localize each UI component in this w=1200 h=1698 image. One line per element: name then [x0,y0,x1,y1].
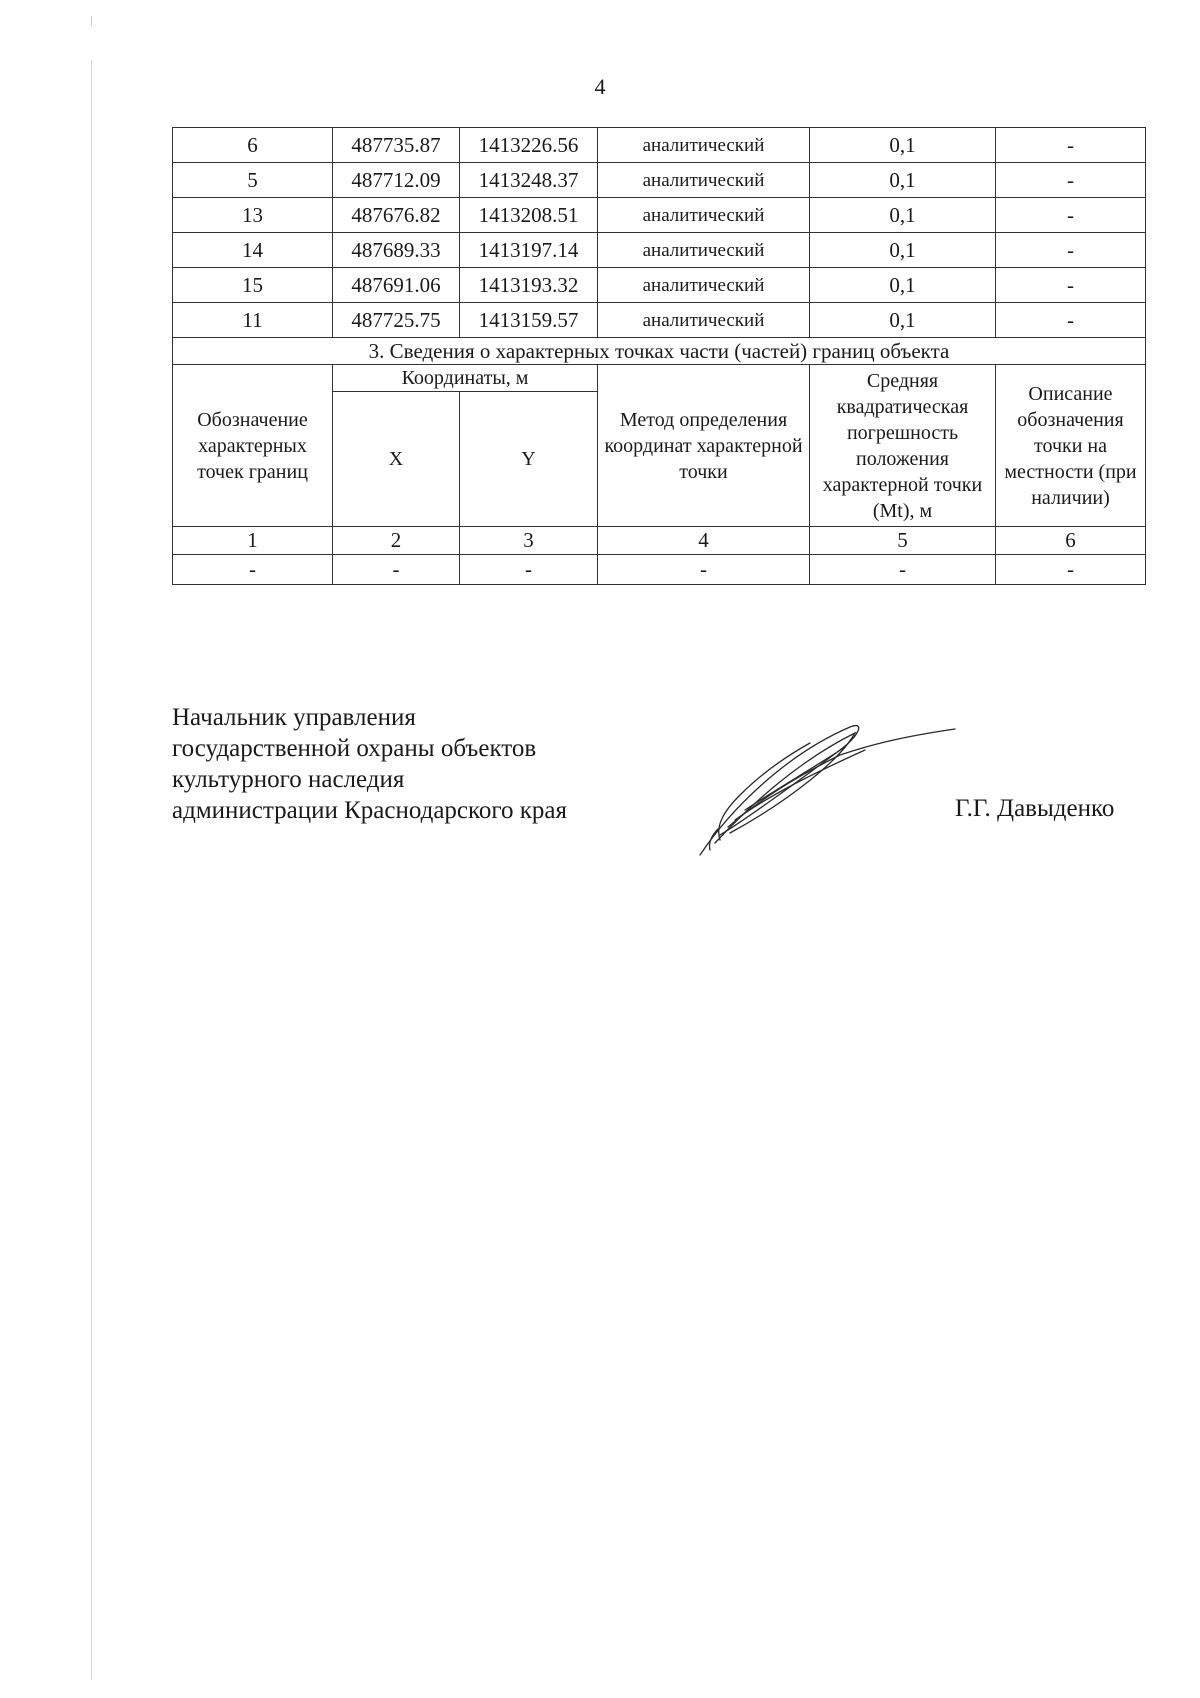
method-cell: аналитический [598,303,810,338]
table-row [173,128,1146,163]
point-cell: 5 [173,163,333,198]
description-cell: - [996,163,1146,198]
table-row [173,233,1146,268]
empty-cell: - [810,555,996,585]
signatory-title-line: государственной охраны объектов [172,735,537,762]
header-description: Описание обозначения точки на местности (при наличии) [996,365,1146,527]
x-cell: 487691.06 [333,268,460,303]
x-cell: 487735.87 [333,128,460,163]
empty-cell: - [173,555,333,585]
scan-edge-line [91,60,92,1680]
header-x: X [333,392,460,527]
empty-cell: - [460,555,598,585]
empty-cell: - [333,555,460,585]
signatory-title-line: Начальник управления [172,704,416,731]
signatory-name: Г.Г. Давыденко [955,795,1115,822]
y-cell: 1413208.51 [460,198,598,233]
description-cell: - [996,198,1146,233]
signatory-title-line: культурного наследия [172,766,405,793]
section-title-row [173,338,1146,365]
empty-cell: - [996,555,1146,585]
y-cell: 1413159.57 [460,303,598,338]
point-cell: 6 [173,128,333,163]
y-cell: 1413193.32 [460,268,598,303]
section-title: 3. Сведения о характерных точках части (частей) границ объекта [173,338,1146,365]
column-number: 3 [460,527,598,555]
x-cell: 487725.75 [333,303,460,338]
point-cell: 15 [173,268,333,303]
column-number: 5 [810,527,996,555]
x-cell: 487689.33 [333,233,460,268]
signatory-title-line: администрации Краснодарского края [172,797,568,824]
error-cell: 0,1 [810,268,996,303]
error-cell: 0,1 [810,128,996,163]
table-row [173,268,1146,303]
x-cell: 487676.82 [333,198,460,233]
coordinates-table [172,127,1146,585]
method-cell: аналитический [598,128,810,163]
y-cell: 1413197.14 [460,233,598,268]
method-cell: аналитический [598,163,810,198]
scan-edge-tick [91,16,92,26]
header-row [173,365,1146,392]
description-cell: - [996,268,1146,303]
description-cell: - [996,128,1146,163]
description-cell: - [996,233,1146,268]
method-cell: аналитический [598,198,810,233]
error-cell: 0,1 [810,198,996,233]
header-point-designation: Обозначение характерных точек границ [173,365,333,527]
description-cell: - [996,303,1146,338]
header-y: Y [460,392,598,527]
y-cell: 1413226.56 [460,128,598,163]
x-cell: 487712.09 [333,163,460,198]
error-cell: 0,1 [810,233,996,268]
empty-cell: - [598,555,810,585]
point-cell: 14 [173,233,333,268]
point-cell: 11 [173,303,333,338]
column-number: 6 [996,527,1146,555]
method-cell: аналитический [598,233,810,268]
y-cell: 1413248.37 [460,163,598,198]
table-row [173,198,1146,233]
error-cell: 0,1 [810,303,996,338]
empty-data-row [173,555,1146,585]
method-cell: аналитический [598,268,810,303]
header-error: Средняя квадратическая погрешность положения характерной точки (Mt), м [810,365,996,527]
table-row [173,163,1146,198]
header-method: Метод определения координат характерной точки [598,365,810,527]
column-number: 1 [173,527,333,555]
column-numbers-row [173,527,1146,555]
signatory-title [172,702,567,826]
table-row [173,303,1146,338]
column-number: 4 [598,527,810,555]
header-coordinates: Координаты, м [333,365,598,392]
error-cell: 0,1 [810,163,996,198]
handwritten-signature [690,715,960,865]
page-number: 4 [594,74,606,99]
column-number: 2 [333,527,460,555]
point-cell: 13 [173,198,333,233]
